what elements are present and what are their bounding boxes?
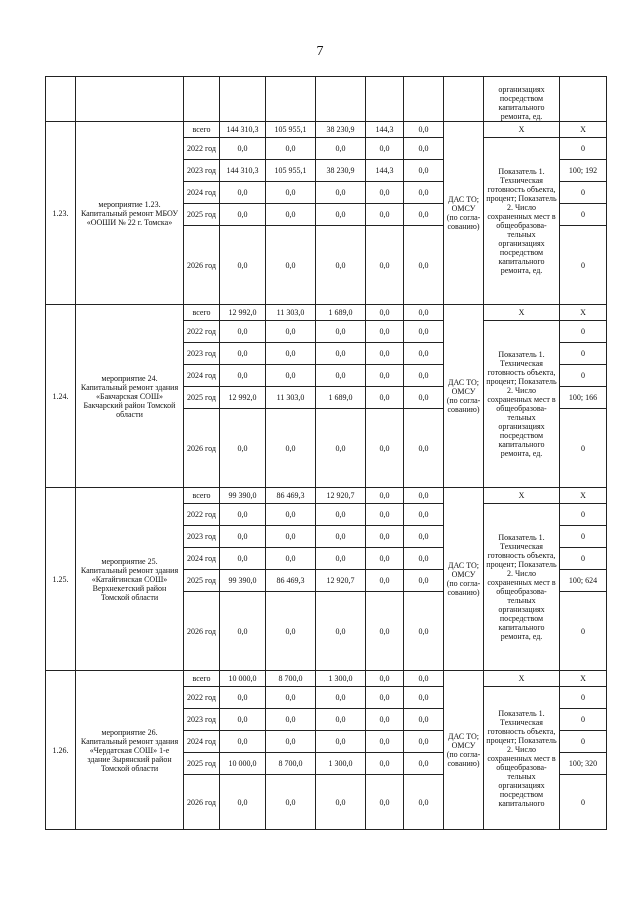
amount-cell: 10 000,0 bbox=[220, 671, 266, 687]
year-cell: 2022 год bbox=[184, 504, 220, 526]
amount-cell: 0,0 bbox=[316, 687, 366, 709]
amount-cell: 12 992,0 bbox=[220, 305, 266, 321]
amount-cell: 105 955,1 bbox=[266, 122, 316, 138]
cell bbox=[316, 77, 366, 122]
indicator-x: X bbox=[484, 305, 560, 321]
amount-cell: 0,0 bbox=[220, 592, 266, 671]
responsible: ДАС ТО; ОМСУ (по согла-сованию) bbox=[444, 671, 484, 830]
amount-cell: 0,0 bbox=[404, 488, 444, 504]
year-cell: 2026 год bbox=[184, 775, 220, 830]
year-cell: всего bbox=[184, 671, 220, 687]
amount-cell: 0,0 bbox=[316, 592, 366, 671]
table-row bbox=[46, 305, 607, 321]
amount-cell: 0,0 bbox=[404, 182, 444, 204]
amount-cell: 0,0 bbox=[404, 343, 444, 365]
amount-cell: 0,0 bbox=[220, 321, 266, 343]
cell bbox=[220, 77, 266, 122]
target-value: 100; 192 bbox=[560, 160, 607, 182]
amount-cell: 8 700,0 bbox=[266, 671, 316, 687]
amount-cell: 0,0 bbox=[366, 387, 404, 409]
amount-cell: 0,0 bbox=[266, 687, 316, 709]
target-value: Х bbox=[560, 305, 607, 321]
target-value: Х bbox=[560, 122, 607, 138]
amount-cell: 0,0 bbox=[220, 138, 266, 160]
year-cell: 2025 год bbox=[184, 753, 220, 775]
amount-cell: 38 230,9 bbox=[316, 160, 366, 182]
amount-cell: 99 390,0 bbox=[220, 488, 266, 504]
amount-cell: 0,0 bbox=[366, 204, 404, 226]
indicator-text: Показатель 1. Техническая готовность объекта, процент; Показатель 2. Число сохраненных мест в общеобразова-тельных организациях посредством капитального ремонта, ед. bbox=[484, 138, 560, 305]
amount-cell: 0,0 bbox=[266, 504, 316, 526]
amount-cell: 144,3 bbox=[366, 160, 404, 182]
amount-cell: 0,0 bbox=[220, 526, 266, 548]
amount-cell: 0,0 bbox=[316, 365, 366, 387]
indicator-x: X bbox=[484, 488, 560, 504]
table-body bbox=[46, 77, 607, 830]
amount-cell: 0,0 bbox=[316, 138, 366, 160]
target-value: 0 bbox=[560, 526, 607, 548]
amount-cell: 0,0 bbox=[404, 548, 444, 570]
amount-cell: 0,0 bbox=[220, 504, 266, 526]
amount-cell: 0,0 bbox=[366, 138, 404, 160]
amount-cell: 1 300,0 bbox=[316, 753, 366, 775]
indicator-text: Показатель 1. Техническая готовность объекта, процент; Показатель 2. Число сохраненных мест в общеобразова-тельных организациях посредством капитального ремонта, ед. bbox=[484, 321, 560, 488]
amount-cell: 0,0 bbox=[220, 182, 266, 204]
amount-cell: 0,0 bbox=[366, 687, 404, 709]
indicator-text: Показатель 1. Техническая готовность объекта, процент; Показатель 2. Число сохраненных мест в общеобразова-тельных организациях посредством капитального bbox=[484, 687, 560, 830]
page-number: 7 bbox=[316, 44, 324, 59]
target-value: 0 bbox=[560, 687, 607, 709]
amount-cell: 11 303,0 bbox=[266, 387, 316, 409]
amount-cell: 0,0 bbox=[366, 548, 404, 570]
cell bbox=[444, 77, 484, 122]
year-cell: 2023 год bbox=[184, 343, 220, 365]
target-value: 100; 320 bbox=[560, 753, 607, 775]
amount-cell: 0,0 bbox=[404, 321, 444, 343]
amount-cell: 0,0 bbox=[404, 387, 444, 409]
amount-cell: 0,0 bbox=[366, 488, 404, 504]
target-value: 0 bbox=[560, 365, 607, 387]
amount-cell: 0,0 bbox=[220, 687, 266, 709]
target-value: 0 bbox=[560, 709, 607, 731]
amount-cell: 12 992,0 bbox=[220, 387, 266, 409]
amount-cell: 0,0 bbox=[404, 592, 444, 671]
amount-cell: 0,0 bbox=[316, 731, 366, 753]
amount-cell: 0,0 bbox=[366, 321, 404, 343]
amount-cell: 1 689,0 bbox=[316, 305, 366, 321]
amount-cell: 0,0 bbox=[404, 687, 444, 709]
year-cell: 2024 год bbox=[184, 731, 220, 753]
amount-cell: 0,0 bbox=[404, 122, 444, 138]
target-value: 0 bbox=[560, 409, 607, 488]
cell bbox=[46, 77, 76, 122]
target-value: Х bbox=[560, 488, 607, 504]
target-value: 0 bbox=[560, 321, 607, 343]
amount-cell: 1 689,0 bbox=[316, 387, 366, 409]
amount-cell: 86 469,3 bbox=[266, 488, 316, 504]
amount-cell: 0,0 bbox=[220, 226, 266, 305]
amount-cell: 0,0 bbox=[220, 709, 266, 731]
amount-cell: 0,0 bbox=[404, 731, 444, 753]
amount-cell: 0,0 bbox=[316, 409, 366, 488]
amount-cell: 11 303,0 bbox=[266, 305, 316, 321]
target-value: 0 bbox=[560, 731, 607, 753]
year-cell: 2022 год bbox=[184, 321, 220, 343]
amount-cell: 0,0 bbox=[366, 226, 404, 305]
amount-cell: 144 310,3 bbox=[220, 160, 266, 182]
amount-cell: 0,0 bbox=[266, 592, 316, 671]
amount-cell: 0,0 bbox=[404, 671, 444, 687]
continuation-row bbox=[46, 77, 607, 122]
amount-cell: 0,0 bbox=[366, 592, 404, 671]
indicator-continuation: организациях посредством капитального ремонта, ед. bbox=[484, 77, 560, 122]
target-value: Х bbox=[560, 671, 607, 687]
amount-cell: 99 390,0 bbox=[220, 570, 266, 592]
amount-cell: 0,0 bbox=[404, 365, 444, 387]
amount-cell: 0,0 bbox=[316, 775, 366, 830]
amount-cell: 0,0 bbox=[366, 343, 404, 365]
year-cell: 2024 год bbox=[184, 548, 220, 570]
year-cell: 2022 год bbox=[184, 687, 220, 709]
item-number: 1.23. bbox=[46, 122, 76, 305]
amount-cell: 1 300,0 bbox=[316, 671, 366, 687]
item-name: мероприятие 24. Капитальный ремонт здания «Бакчарская СОШ» Бакчарский район Томской области bbox=[76, 305, 184, 488]
year-cell: 2023 год bbox=[184, 709, 220, 731]
amount-cell: 0,0 bbox=[404, 570, 444, 592]
item-name: мероприятие 25. Капитальный ремонт здания «Катайгинская СОШ» Верхнекетский район Томской области bbox=[76, 488, 184, 671]
amount-cell: 0,0 bbox=[316, 204, 366, 226]
amount-cell: 0,0 bbox=[366, 570, 404, 592]
indicator-x: X bbox=[484, 671, 560, 687]
amount-cell: 0,0 bbox=[404, 775, 444, 830]
target-value: 0 bbox=[560, 775, 607, 830]
amount-cell: 0,0 bbox=[266, 731, 316, 753]
cell bbox=[366, 77, 404, 122]
amount-cell: 0,0 bbox=[266, 775, 316, 830]
amount-cell: 0,0 bbox=[366, 409, 404, 488]
year-cell: всего bbox=[184, 122, 220, 138]
amount-cell: 0,0 bbox=[316, 504, 366, 526]
amount-cell: 0,0 bbox=[316, 226, 366, 305]
amount-cell: 144,3 bbox=[366, 122, 404, 138]
amount-cell: 0,0 bbox=[316, 321, 366, 343]
amount-cell: 12 920,7 bbox=[316, 488, 366, 504]
amount-cell: 0,0 bbox=[266, 526, 316, 548]
amount-cell: 0,0 bbox=[220, 731, 266, 753]
amount-cell: 0,0 bbox=[220, 343, 266, 365]
responsible: ДАС ТО; ОМСУ (по согла-сованию) bbox=[444, 122, 484, 305]
amount-cell: 0,0 bbox=[366, 731, 404, 753]
target-value: 100; 624 bbox=[560, 570, 607, 592]
amount-cell: 8 700,0 bbox=[266, 753, 316, 775]
amount-cell: 0,0 bbox=[366, 182, 404, 204]
target-value: 0 bbox=[560, 204, 607, 226]
target-value: 0 bbox=[560, 343, 607, 365]
amount-cell: 0,0 bbox=[316, 548, 366, 570]
amount-cell: 12 920,7 bbox=[316, 570, 366, 592]
amount-cell: 144 310,3 bbox=[220, 122, 266, 138]
amount-cell: 105 955,1 bbox=[266, 160, 316, 182]
cell bbox=[404, 77, 444, 122]
amount-cell: 38 230,9 bbox=[316, 122, 366, 138]
amount-cell: 0,0 bbox=[404, 138, 444, 160]
amount-cell: 0,0 bbox=[266, 138, 316, 160]
year-cell: 2022 год bbox=[184, 138, 220, 160]
amount-cell: 0,0 bbox=[266, 226, 316, 305]
amount-cell: 0,0 bbox=[316, 182, 366, 204]
item-number: 1.25. bbox=[46, 488, 76, 671]
amount-cell: 10 000,0 bbox=[220, 753, 266, 775]
amount-cell: 0,0 bbox=[266, 548, 316, 570]
year-cell: 2025 год bbox=[184, 204, 220, 226]
amount-cell: 0,0 bbox=[266, 182, 316, 204]
amount-cell: 0,0 bbox=[404, 504, 444, 526]
amount-cell: 0,0 bbox=[366, 775, 404, 830]
item-name: мероприятие 26. Капитальный ремонт здания «Чердатская СОШ» 1-е здание Зырянский район Томской области bbox=[76, 671, 184, 830]
target-value: 0 bbox=[560, 226, 607, 305]
amount-cell: 0,0 bbox=[316, 526, 366, 548]
amount-cell: 0,0 bbox=[266, 409, 316, 488]
amount-cell: 0,0 bbox=[266, 709, 316, 731]
amount-cell: 0,0 bbox=[220, 365, 266, 387]
amount-cell: 0,0 bbox=[366, 305, 404, 321]
item-name: мероприятие 1.23. Капитальный ремонт МБОУ «ООШИ № 22 г. Томска» bbox=[76, 122, 184, 305]
year-cell: 2024 год bbox=[184, 182, 220, 204]
target-value: 0 bbox=[560, 182, 607, 204]
item-number: 1.24. bbox=[46, 305, 76, 488]
year-cell: 2023 год bbox=[184, 160, 220, 182]
amount-cell: 0,0 bbox=[266, 365, 316, 387]
table-row bbox=[46, 122, 607, 138]
year-cell: 2026 год bbox=[184, 409, 220, 488]
amount-cell: 0,0 bbox=[366, 365, 404, 387]
amount-cell: 0,0 bbox=[404, 305, 444, 321]
amount-cell: 0,0 bbox=[220, 548, 266, 570]
target-value: 0 bbox=[560, 592, 607, 671]
amount-cell: 0,0 bbox=[366, 709, 404, 731]
responsible: ДАС ТО; ОМСУ (по согла-сованию) bbox=[444, 488, 484, 671]
amount-cell: 0,0 bbox=[404, 409, 444, 488]
indicator-text: Показатель 1. Техническая готовность объекта, процент; Показатель 2. Число сохраненных мест в общеобразова-тельных организациях посредством капитального ремонта, ед. bbox=[484, 504, 560, 671]
year-cell: 2025 год bbox=[184, 387, 220, 409]
year-cell: 2025 год bbox=[184, 570, 220, 592]
cell bbox=[184, 77, 220, 122]
item-number: 1.26. bbox=[46, 671, 76, 830]
table-row bbox=[46, 488, 607, 504]
year-cell: 2024 год bbox=[184, 365, 220, 387]
year-cell: 2026 год bbox=[184, 226, 220, 305]
amount-cell: 0,0 bbox=[316, 343, 366, 365]
amount-cell: 0,0 bbox=[266, 343, 316, 365]
program-table bbox=[45, 76, 607, 830]
target-value: 0 bbox=[560, 138, 607, 160]
cell bbox=[266, 77, 316, 122]
year-cell: 2026 год bbox=[184, 592, 220, 671]
amount-cell: 0,0 bbox=[220, 204, 266, 226]
target-value: 100; 166 bbox=[560, 387, 607, 409]
amount-cell: 0,0 bbox=[404, 226, 444, 305]
amount-cell: 0,0 bbox=[220, 409, 266, 488]
amount-cell: 0,0 bbox=[366, 526, 404, 548]
year-cell: всего bbox=[184, 305, 220, 321]
cell bbox=[560, 77, 607, 122]
amount-cell: 0,0 bbox=[404, 160, 444, 182]
amount-cell: 0,0 bbox=[220, 775, 266, 830]
table-row bbox=[46, 671, 607, 687]
amount-cell: 0,0 bbox=[316, 709, 366, 731]
responsible: ДАС ТО; ОМСУ (по согла-сованию) bbox=[444, 305, 484, 488]
amount-cell: 0,0 bbox=[404, 709, 444, 731]
year-cell: всего bbox=[184, 488, 220, 504]
amount-cell: 0,0 bbox=[366, 504, 404, 526]
amount-cell: 0,0 bbox=[366, 753, 404, 775]
amount-cell: 0,0 bbox=[366, 671, 404, 687]
amount-cell: 0,0 bbox=[404, 204, 444, 226]
year-cell: 2023 год bbox=[184, 526, 220, 548]
target-value: 0 bbox=[560, 504, 607, 526]
amount-cell: 0,0 bbox=[404, 526, 444, 548]
amount-cell: 0,0 bbox=[404, 753, 444, 775]
amount-cell: 86 469,3 bbox=[266, 570, 316, 592]
amount-cell: 0,0 bbox=[266, 321, 316, 343]
cell bbox=[76, 77, 184, 122]
indicator-x: X bbox=[484, 122, 560, 138]
target-value: 0 bbox=[560, 548, 607, 570]
amount-cell: 0,0 bbox=[266, 204, 316, 226]
